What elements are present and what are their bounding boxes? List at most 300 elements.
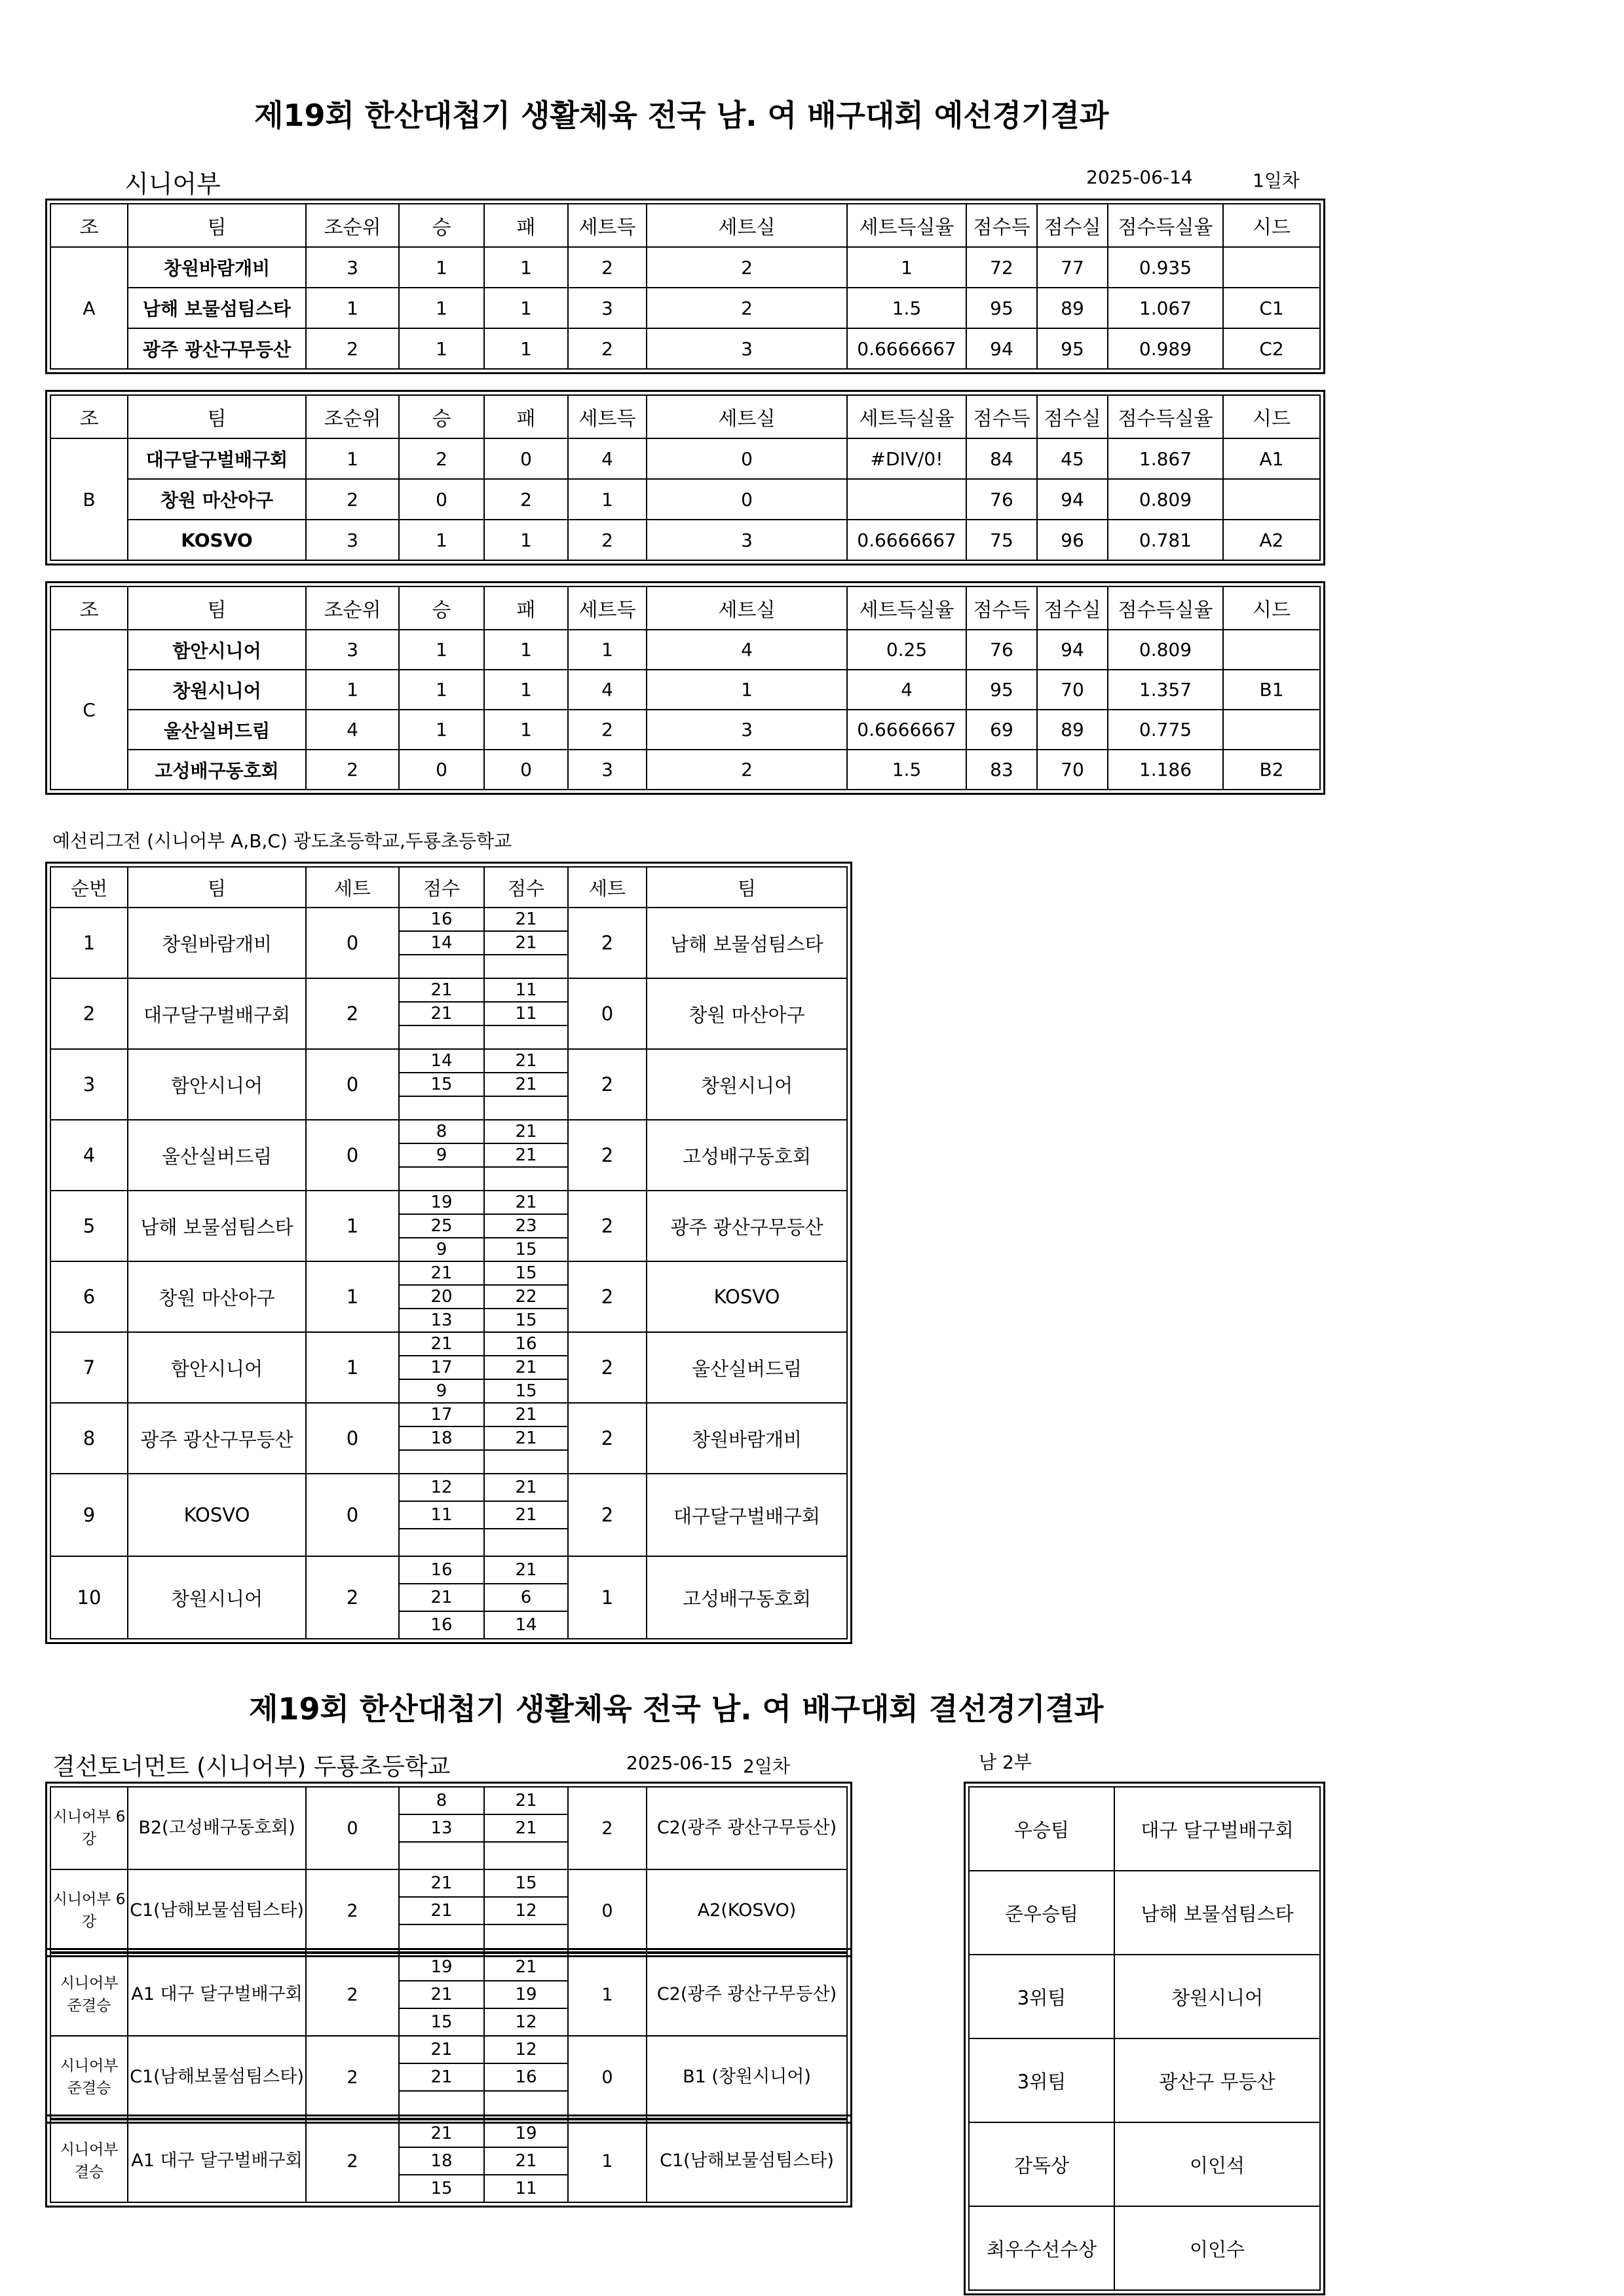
award-row (969, 2122, 1320, 2206)
award-title: 3위팀 (969, 1955, 1114, 2038)
rank: 2 (306, 750, 399, 790)
sets-won: 4 (568, 438, 647, 479)
wins: 1 (399, 247, 484, 288)
award-row (969, 2206, 1320, 2290)
score-a: 17 (399, 1403, 484, 1426)
team-b: C2(광주 광산구무등산) (647, 1787, 847, 1869)
team-b: 울산실버드림 (647, 1332, 847, 1403)
team-a: 함안시니어 (128, 1049, 306, 1120)
team-name: 함안시니어 (128, 630, 306, 670)
score-b: 14 (484, 1611, 568, 1639)
rank: 2 (306, 479, 399, 520)
wins: 1 (399, 710, 484, 750)
points-lost: 89 (1037, 710, 1108, 750)
team-b: C2(광주 광산구무등산) (647, 1953, 847, 2036)
sets-a: 1 (306, 1191, 399, 1261)
losses: 0 (484, 750, 568, 790)
set-ratio: #DIV/0! (847, 438, 966, 479)
header-score-a: 점수 (399, 867, 484, 908)
team-a: A1 대구 달구벌배구회 (128, 1953, 306, 2036)
score-a: 18 (399, 2147, 484, 2175)
points-lost: 94 (1037, 630, 1108, 670)
score-b: 15 (484, 1869, 568, 1897)
score-b: 19 (484, 1981, 568, 2008)
sets-b: 2 (568, 1332, 647, 1403)
award-title: 3위팀 (969, 2038, 1114, 2122)
point-ratio: 0.989 (1108, 328, 1223, 369)
sets-won: 1 (568, 630, 647, 670)
header-sets-won: 세트득 (568, 395, 647, 438)
score-a (399, 2091, 484, 2118)
wins: 1 (399, 328, 484, 369)
sets-b: 2 (568, 1403, 647, 1474)
award-value: 남해 보물섬팀스타 (1114, 1871, 1320, 1955)
sets-b: 1 (568, 2120, 647, 2202)
team-a: 대구달구벌배구회 (128, 978, 306, 1049)
rank: 2 (306, 328, 399, 369)
team-a: 창원시니어 (128, 1556, 306, 1639)
sets-a: 0 (306, 1403, 399, 1474)
team-a: 창원 마산아구 (128, 1261, 306, 1332)
wins: 1 (399, 520, 484, 560)
sets-a: 2 (306, 2036, 399, 2118)
header-points-lost: 점수실 (1037, 395, 1108, 438)
league-match-row (50, 1474, 847, 1501)
score-b (484, 1167, 568, 1191)
header-win: 승 (399, 586, 484, 630)
team-a: 남해 보물섬팀스타 (128, 1191, 306, 1261)
header-set-ratio: 세트득실율 (847, 204, 966, 247)
team-a: C1(남해보물섬팀스타) (128, 1869, 306, 1952)
match-number: 8 (50, 1403, 128, 1474)
header-point-ratio: 점수득실율 (1108, 204, 1223, 247)
league-match-row (50, 1261, 847, 1285)
team-a: KOSVO (128, 1474, 306, 1556)
finals-block (50, 1953, 848, 2119)
score-a: 8 (399, 1787, 484, 1814)
finals-block (50, 2119, 848, 2203)
round-label: 시니어부 6강 (50, 1787, 128, 1869)
team-b: 고성배구동호회 (647, 1556, 847, 1639)
header-win: 승 (399, 395, 484, 438)
round-label: 시니어부 준결승 (50, 2036, 128, 2118)
set-ratio: 1.5 (847, 288, 966, 328)
header-set-ratio: 세트득실율 (847, 586, 966, 630)
team-name: 창원 마산아구 (128, 479, 306, 520)
score-a: 19 (399, 1953, 484, 1981)
rank: 1 (306, 288, 399, 328)
losses: 1 (484, 670, 568, 710)
score-b: 21 (484, 1120, 568, 1143)
standings-header-row (50, 204, 1320, 247)
points-won: 75 (966, 520, 1037, 560)
standings-row (50, 288, 1320, 328)
score-b: 21 (484, 1426, 568, 1450)
seed: B1 (1223, 670, 1320, 710)
league-match-row (50, 1556, 847, 1584)
score-a (399, 1096, 484, 1120)
header-points-lost: 점수실 (1037, 586, 1108, 630)
day1-label: 1일차 (1253, 170, 1300, 191)
standings-row (50, 479, 1320, 520)
team-a: 울산실버드림 (128, 1120, 306, 1191)
points-lost: 96 (1037, 520, 1108, 560)
prelim-title: 제19회 한산대첩기 생활체육 전국 남. 여 배구대회 예선경기결과 (254, 98, 1109, 133)
points-won: 84 (966, 438, 1037, 479)
header-team: 팀 (128, 204, 306, 247)
standings-header-row (50, 395, 1320, 438)
score-b: 11 (484, 978, 568, 1002)
rank: 1 (306, 670, 399, 710)
score-b: 21 (484, 1191, 568, 1214)
set-ratio: 0.6666667 (847, 710, 966, 750)
points-lost: 94 (1037, 479, 1108, 520)
sets-a: 1 (306, 1261, 399, 1332)
match-number: 7 (50, 1332, 128, 1403)
score-a: 21 (399, 2063, 484, 2091)
wins: 1 (399, 288, 484, 328)
team-a: B2(고성배구동호회) (128, 1787, 306, 1869)
seed: C1 (1223, 288, 1320, 328)
points-lost: 45 (1037, 438, 1108, 479)
header-rank: 조순위 (306, 204, 399, 247)
score-b (484, 1529, 568, 1556)
header-rank: 조순위 (306, 586, 399, 630)
score-a: 21 (399, 1332, 484, 1356)
sets-a: 2 (306, 1869, 399, 1952)
team-b: A2(KOSVO) (647, 1869, 847, 1952)
sets-b: 2 (568, 1049, 647, 1120)
sets-won: 4 (568, 670, 647, 710)
seed (1223, 479, 1320, 520)
score-a: 15 (399, 1073, 484, 1096)
seed: A2 (1223, 520, 1320, 560)
losses: 2 (484, 479, 568, 520)
header-points-won: 점수득 (966, 204, 1037, 247)
header-order: 순번 (50, 867, 128, 908)
score-b: 23 (484, 1214, 568, 1238)
header-set-ratio: 세트득실율 (847, 395, 966, 438)
header-set-b: 세트 (568, 867, 647, 908)
header-win: 승 (399, 204, 484, 247)
score-a: 13 (399, 1309, 484, 1332)
standings-header-row (50, 586, 1320, 630)
score-a (399, 1529, 484, 1556)
league-match-row (50, 1191, 847, 1214)
score-a (399, 955, 484, 978)
sets-won: 2 (568, 247, 647, 288)
sets-won: 2 (568, 520, 647, 560)
sets-a: 0 (306, 1787, 399, 1869)
rank: 3 (306, 247, 399, 288)
score-a: 9 (399, 1143, 484, 1167)
sets-lost: 0 (647, 479, 847, 520)
set-ratio: 0.6666667 (847, 328, 966, 369)
score-b: 21 (484, 2147, 568, 2175)
sets-lost: 0 (647, 438, 847, 479)
team-name: KOSVO (128, 520, 306, 560)
score-a: 16 (399, 908, 484, 931)
award-value: 이인수 (1114, 2206, 1320, 2290)
score-b: 15 (484, 1379, 568, 1403)
header-sets-lost: 세트실 (647, 586, 847, 630)
points-won: 76 (966, 479, 1037, 520)
wins: 1 (399, 670, 484, 710)
team-name: 대구달구벌배구회 (128, 438, 306, 479)
award-title: 우승팀 (969, 1787, 1114, 1871)
header-point-ratio: 점수득실율 (1108, 395, 1223, 438)
rank: 4 (306, 710, 399, 750)
header-score-b: 점수 (484, 867, 568, 908)
league-match-row (50, 1332, 847, 1356)
award-value: 창원시니어 (1114, 1955, 1320, 2038)
team-b: B1 (창원시니어) (647, 2036, 847, 2118)
seed: A1 (1223, 438, 1320, 479)
sets-won: 3 (568, 288, 647, 328)
score-a (399, 1924, 484, 1952)
sets-a: 0 (306, 908, 399, 978)
score-b: 21 (484, 1474, 568, 1501)
award-value: 대구 달구벌배구회 (1114, 1787, 1320, 1871)
score-b: 21 (484, 1403, 568, 1426)
match-number: 4 (50, 1120, 128, 1191)
league-table (50, 866, 848, 1639)
sets-b: 2 (568, 1191, 647, 1261)
score-b: 16 (484, 2063, 568, 2091)
point-ratio: 1.357 (1108, 670, 1223, 710)
finals-block (50, 1786, 848, 1953)
score-a (399, 1025, 484, 1049)
standings-row (50, 710, 1320, 750)
header-sets-won: 세트득 (568, 204, 647, 247)
losses: 1 (484, 520, 568, 560)
team-b: KOSVO (647, 1261, 847, 1332)
set-ratio: 0.6666667 (847, 520, 966, 560)
score-b: 21 (484, 931, 568, 955)
points-lost: 77 (1037, 247, 1108, 288)
score-a: 12 (399, 1474, 484, 1501)
score-a: 9 (399, 1238, 484, 1261)
score-b: 15 (484, 1309, 568, 1332)
team-b: 광주 광산구무등산 (647, 1191, 847, 1261)
match-number: 9 (50, 1474, 128, 1556)
header-team-a: 팀 (128, 867, 306, 908)
points-won: 83 (966, 750, 1037, 790)
league-match-row (50, 1049, 847, 1073)
header-loss: 패 (484, 204, 568, 247)
sets-lost: 1 (647, 670, 847, 710)
header-sets-won: 세트득 (568, 586, 647, 630)
header-sets-lost: 세트실 (647, 395, 847, 438)
score-b: 21 (484, 1787, 568, 1814)
score-a: 11 (399, 1501, 484, 1529)
team-b: 창원바람개비 (647, 1403, 847, 1474)
score-b: 21 (484, 1073, 568, 1096)
set-ratio: 0.25 (847, 630, 966, 670)
score-a: 15 (399, 2008, 484, 2036)
score-b: 21 (484, 1143, 568, 1167)
score-a: 21 (399, 1981, 484, 2008)
points-won: 94 (966, 328, 1037, 369)
award-title: 준우승팀 (969, 1871, 1114, 1955)
score-a: 21 (399, 1897, 484, 1924)
division-label: 시니어부 (124, 170, 221, 199)
seed (1223, 630, 1320, 670)
league-header-row (50, 867, 847, 908)
header-team: 팀 (128, 586, 306, 630)
wins: 1 (399, 630, 484, 670)
day2-label: 2일차 (743, 1755, 790, 1777)
point-ratio: 0.935 (1108, 247, 1223, 288)
round-label: 시니어부 결승 (50, 2120, 128, 2202)
sets-lost: 2 (647, 750, 847, 790)
finals-match-row (50, 2036, 847, 2063)
losses: 1 (484, 288, 568, 328)
score-a: 21 (399, 2036, 484, 2063)
score-b (484, 1450, 568, 1474)
team-a: C1(남해보물섬팀스타) (128, 2036, 306, 2118)
round-label: 시니어부 6강 (50, 1869, 128, 1952)
standings-row (50, 670, 1320, 710)
team-b: C1(남해보물섬팀스타) (647, 2120, 847, 2202)
points-won: 72 (966, 247, 1037, 288)
set-ratio: 1.5 (847, 750, 966, 790)
standings-row (50, 520, 1320, 560)
finals-match-row (50, 2120, 847, 2147)
losses: 1 (484, 328, 568, 369)
date-day1: 2025-06-14 (1086, 166, 1193, 188)
standings-row (50, 630, 1320, 670)
score-b (484, 2091, 568, 2118)
sets-a: 0 (306, 1049, 399, 1120)
losses: 1 (484, 247, 568, 288)
sets-b: 2 (568, 908, 647, 978)
score-b: 15 (484, 1261, 568, 1285)
team-b: 대구달구벌배구회 (647, 1474, 847, 1556)
team-b: 고성배구동호회 (647, 1120, 847, 1191)
group-name: C (50, 630, 128, 790)
score-a: 21 (399, 2120, 484, 2147)
header-team: 팀 (128, 395, 306, 438)
score-b: 21 (484, 1356, 568, 1379)
set-ratio: 1 (847, 247, 966, 288)
team-a: 광주 광산구무등산 (128, 1403, 306, 1474)
score-b: 22 (484, 1285, 568, 1309)
team-name: 울산실버드림 (128, 710, 306, 750)
team-a: 함안시니어 (128, 1332, 306, 1403)
score-a: 21 (399, 978, 484, 1002)
sets-a: 2 (306, 2120, 399, 2202)
sets-b: 0 (568, 1869, 647, 1952)
award-row (969, 1955, 1320, 2038)
points-lost: 95 (1037, 328, 1108, 369)
set-ratio: 4 (847, 670, 966, 710)
header-seed: 시드 (1223, 204, 1320, 247)
team-b: 남해 보물섬팀스타 (647, 908, 847, 978)
points-lost: 70 (1037, 750, 1108, 790)
wins: 0 (399, 479, 484, 520)
match-number: 3 (50, 1049, 128, 1120)
point-ratio: 0.809 (1108, 630, 1223, 670)
score-a: 15 (399, 2175, 484, 2202)
score-a: 21 (399, 1002, 484, 1025)
score-a (399, 1842, 484, 1869)
sets-a: 0 (306, 1474, 399, 1556)
points-lost: 89 (1037, 288, 1108, 328)
finals-match-row (50, 1787, 847, 1814)
score-b: 21 (484, 1556, 568, 1584)
standings-row (50, 328, 1320, 369)
losses: 1 (484, 710, 568, 750)
header-group: 조 (50, 204, 128, 247)
header-group: 조 (50, 395, 128, 438)
score-b: 6 (484, 1584, 568, 1611)
score-a: 17 (399, 1356, 484, 1379)
header-points-won: 점수득 (966, 395, 1037, 438)
score-a: 21 (399, 1261, 484, 1285)
header-points-lost: 점수실 (1037, 204, 1108, 247)
league-match-row (50, 1120, 847, 1143)
score-a: 25 (399, 1214, 484, 1238)
match-number: 6 (50, 1261, 128, 1332)
header-team-b: 팀 (647, 867, 847, 908)
header-group: 조 (50, 586, 128, 630)
score-b: 11 (484, 2175, 568, 2202)
losses: 1 (484, 630, 568, 670)
header-sets-lost: 세트실 (647, 204, 847, 247)
score-a: 21 (399, 1584, 484, 1611)
team-name: 창원시니어 (128, 670, 306, 710)
sets-a: 2 (306, 1556, 399, 1639)
points-won: 95 (966, 670, 1037, 710)
sets-a: 1 (306, 1332, 399, 1403)
score-b: 19 (484, 2120, 568, 2147)
sets-won: 2 (568, 710, 647, 750)
score-b: 21 (484, 1049, 568, 1073)
league-match-row (50, 908, 847, 931)
team-a: A1 대구 달구벌배구회 (128, 2120, 306, 2202)
rank: 3 (306, 520, 399, 560)
award-row (969, 1871, 1320, 1955)
score-a: 8 (399, 1120, 484, 1143)
standings-row (50, 247, 1320, 288)
header-point-ratio: 점수득실율 (1108, 586, 1223, 630)
score-b (484, 1025, 568, 1049)
points-won: 76 (966, 630, 1037, 670)
header-seed: 시드 (1223, 586, 1320, 630)
sets-won: 2 (568, 328, 647, 369)
league-match-row (50, 978, 847, 1002)
final-caption: 결선토너먼트 (시니어부) 두룡초등학교 (52, 1753, 451, 1780)
score-a: 16 (399, 1611, 484, 1639)
award-row (969, 2038, 1320, 2122)
standings-row (50, 438, 1320, 479)
header-points-won: 점수득 (966, 586, 1037, 630)
team-b: 창원 마산아구 (647, 978, 847, 1049)
wins: 2 (399, 438, 484, 479)
group-name: A (50, 247, 128, 369)
award-value: 광산구 무등산 (1114, 2038, 1320, 2122)
score-a: 21 (399, 1869, 484, 1897)
sets-a: 0 (306, 1120, 399, 1191)
score-b: 21 (484, 1814, 568, 1842)
wins: 0 (399, 750, 484, 790)
seed: C2 (1223, 328, 1320, 369)
score-b (484, 1924, 568, 1952)
score-b: 12 (484, 1897, 568, 1924)
score-b (484, 1096, 568, 1120)
sets-b: 1 (568, 1556, 647, 1639)
